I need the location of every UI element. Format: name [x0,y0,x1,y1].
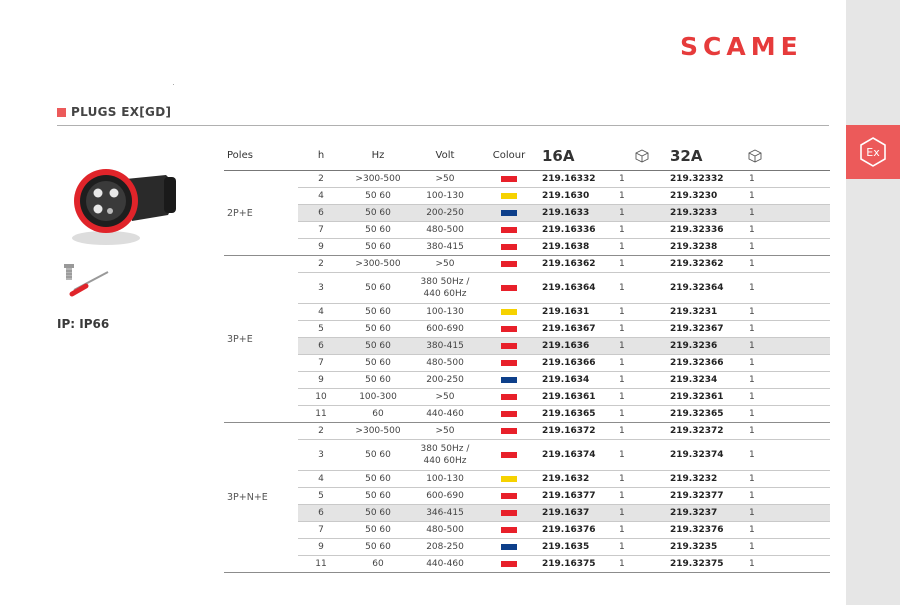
cell-colour [478,338,540,355]
cell-code-16a: 219.1635 [540,539,616,556]
cell-volt: 480-500 [412,222,478,239]
plug-spec-table [224,141,830,573]
cell-qty-32a: 1 [746,188,830,205]
colour-swatch [501,561,517,567]
cell-colour [478,222,540,239]
colour-swatch [501,428,517,434]
table-row [224,222,830,239]
cell-qty-32a: 1 [746,522,830,539]
cell-volt: 600-690 [412,321,478,338]
cell-code-16a: 219.16377 [540,488,616,505]
cell-code-32a: 219.3231 [668,304,746,321]
cell-qty-16a: 1 [616,539,668,556]
header-colour: Colour [478,141,540,171]
cell-volt: 208-250 [412,539,478,556]
cell-hz: 60 [344,406,412,423]
table-header-row [224,141,830,171]
cell-qty-32a: 1 [746,406,830,423]
colour-swatch [501,493,517,499]
cell-colour [478,321,540,338]
cell-code-32a: 219.32374 [668,440,746,471]
cell-volt: 440-460 [412,556,478,573]
cell-hz: 50 60 [344,372,412,389]
colour-swatch [501,285,517,291]
table-row [224,406,830,423]
cell-qty-16a: 1 [616,355,668,372]
cell-colour [478,406,540,423]
cell-h: 11 [298,556,344,573]
cell-hz: 50 60 [344,188,412,205]
cell-qty-16a: 1 [616,372,668,389]
table-row [224,423,830,440]
cell-h: 10 [298,389,344,406]
cell-h: 3 [298,440,344,471]
cell-qty-16a: 1 [616,522,668,539]
cell-qty-32a: 1 [746,556,830,573]
cell-hz: 50 60 [344,304,412,321]
table-row [224,273,830,304]
cell-qty-16a: 1 [616,321,668,338]
brand-logo-text: SCAME [680,34,803,58]
cell-qty-16a: 1 [616,440,668,471]
ex-tab[interactable] [846,125,900,179]
section-title-text: PLUGS EX[GD] [71,105,172,119]
brand-logo[interactable] [680,34,830,62]
cell-hz: 50 60 [344,355,412,372]
cell-h: 2 [298,171,344,188]
cell-hz: 50 60 [344,321,412,338]
cell-colour [478,304,540,321]
cell-qty-32a: 1 [746,423,830,440]
cell-h: 6 [298,505,344,522]
cell-hz: 50 60 [344,539,412,556]
cell-hz: >300-500 [344,256,412,273]
cell-colour [478,539,540,556]
cell-qty-32a: 1 [746,372,830,389]
cell-h: 7 [298,522,344,539]
table-row [224,355,830,372]
cell-colour [478,256,540,273]
cell-volt: >50 [412,171,478,188]
cell-code-16a: 219.1630 [540,188,616,205]
colour-swatch [501,176,517,182]
cell-qty-32a: 1 [746,338,830,355]
cell-volt: 380 50Hz / 440 60Hz [412,273,478,304]
cell-code-32a: 219.32364 [668,273,746,304]
cell-h: 5 [298,321,344,338]
colour-swatch [501,411,517,417]
cell-hz: 50 60 [344,222,412,239]
cell-hz: 50 60 [344,488,412,505]
table-row [224,256,830,273]
colour-swatch [501,261,517,267]
table-row [224,171,830,188]
cell-hz: 50 60 [344,239,412,256]
cell-code-16a: 219.16364 [540,273,616,304]
cell-colour [478,440,540,471]
poles-group-label: 2P+E [224,171,298,256]
cell-h: 5 [298,488,344,505]
cell-h: 4 [298,304,344,321]
table-row [224,188,830,205]
colour-swatch [501,343,517,349]
stray-dot [173,84,174,85]
cell-code-32a: 219.3233 [668,205,746,222]
header-pack-32a [746,141,830,171]
cell-volt: 100-130 [412,304,478,321]
cell-colour [478,188,540,205]
cell-qty-32a: 1 [746,389,830,406]
cell-colour [478,505,540,522]
cell-code-32a: 219.3237 [668,505,746,522]
cell-code-16a: 219.16366 [540,355,616,372]
cell-volt: 200-250 [412,205,478,222]
cell-colour [478,423,540,440]
cell-code-16a: 219.1637 [540,505,616,522]
cell-volt: 200-250 [412,372,478,389]
cell-qty-32a: 1 [746,239,830,256]
cell-volt: 600-690 [412,488,478,505]
cell-h: 4 [298,188,344,205]
cell-qty-16a: 1 [616,222,668,239]
header-h: h [298,141,344,171]
cell-code-32a: 219.32377 [668,488,746,505]
cell-hz: 50 60 [344,338,412,355]
cell-qty-16a: 1 [616,389,668,406]
cell-qty-32a: 1 [746,539,830,556]
cell-code-16a: 219.16365 [540,406,616,423]
header-hz: Hz [344,141,412,171]
cell-qty-16a: 1 [616,488,668,505]
header-32a: 32A [668,141,746,171]
cell-volt: 346-415 [412,505,478,522]
section-marker [57,108,66,117]
table-row [224,304,830,321]
cell-qty-32a: 1 [746,488,830,505]
cell-hz: 50 60 [344,505,412,522]
cell-hz: 50 60 [344,471,412,488]
colour-swatch [501,193,517,199]
box-icon [635,149,649,163]
table-row [224,205,830,222]
cell-volt: 100-130 [412,188,478,205]
cell-colour [478,355,540,372]
cell-code-16a: 219.1631 [540,304,616,321]
table-row [224,488,830,505]
colour-swatch [501,527,517,533]
cell-hz: 50 60 [344,273,412,304]
colour-swatch [501,326,517,332]
cell-code-32a: 219.32367 [668,321,746,338]
cell-code-32a: 219.32376 [668,522,746,539]
cell-h: 7 [298,222,344,239]
colour-swatch [501,244,517,250]
cell-h: 4 [298,471,344,488]
cell-code-32a: 219.32372 [668,423,746,440]
table-row [224,239,830,256]
poles-group-label: 3P+N+E [224,423,298,573]
cell-code-32a: 219.32375 [668,556,746,573]
cell-qty-16a: 1 [616,188,668,205]
cell-code-16a: 219.16374 [540,440,616,471]
cell-colour [478,556,540,573]
cell-volt: >50 [412,256,478,273]
cell-qty-16a: 1 [616,556,668,573]
table-row [224,372,830,389]
cell-code-16a: 219.16336 [540,222,616,239]
section-divider [57,125,829,126]
cell-h: 2 [298,423,344,440]
cell-qty-32a: 1 [746,171,830,188]
cell-h: 9 [298,239,344,256]
cell-h: 9 [298,372,344,389]
ex-tab-label: Ex [866,146,880,159]
colour-swatch [501,377,517,383]
cell-qty-32a: 1 [746,505,830,522]
cell-hz: 50 60 [344,205,412,222]
table-row [224,539,830,556]
cell-volt: 380-415 [412,338,478,355]
cell-colour [478,389,540,406]
cell-qty-16a: 1 [616,505,668,522]
cell-h: 9 [298,539,344,556]
cell-qty-32a: 1 [746,256,830,273]
cell-hz: 50 60 [344,522,412,539]
table-row [224,505,830,522]
cell-h: 11 [298,406,344,423]
colour-swatch [501,476,517,482]
cell-qty-16a: 1 [616,205,668,222]
cell-volt: 100-130 [412,471,478,488]
cell-colour [478,471,540,488]
cell-colour [478,171,540,188]
cell-qty-32a: 1 [746,205,830,222]
header-poles: Poles [224,141,298,171]
cell-volt: >50 [412,423,478,440]
cell-qty-32a: 1 [746,471,830,488]
plug-product-image [66,163,186,253]
cell-h: 3 [298,273,344,304]
cell-hz: >300-500 [344,171,412,188]
section-heading [57,105,171,119]
right-sidebar [846,0,900,605]
table-row [224,556,830,573]
cell-code-16a: 219.1632 [540,471,616,488]
ex-icon [857,136,889,168]
header-16a: 16A [540,141,616,171]
cell-volt: 380-415 [412,239,478,256]
screw-terminal-icon [60,260,116,302]
cell-code-16a: 219.1634 [540,372,616,389]
colour-swatch [501,544,517,550]
cell-volt: >50 [412,389,478,406]
cell-code-16a: 219.1636 [540,338,616,355]
cell-qty-16a: 1 [616,471,668,488]
cell-code-32a: 219.3238 [668,239,746,256]
header-pack-16a [616,141,668,171]
cell-hz: 50 60 [344,440,412,471]
cell-qty-32a: 1 [746,355,830,372]
cell-code-16a: 219.1638 [540,239,616,256]
cell-code-16a: 219.16332 [540,171,616,188]
table-row [224,321,830,338]
box-icon [748,149,762,163]
header-volt: Volt [412,141,478,171]
cell-code-16a: 219.16376 [540,522,616,539]
cell-code-16a: 219.16375 [540,556,616,573]
table-row [224,471,830,488]
cell-h: 7 [298,355,344,372]
table-row [224,522,830,539]
cell-colour [478,273,540,304]
cell-qty-32a: 1 [746,321,830,338]
cell-h: 6 [298,205,344,222]
cell-code-32a: 219.32336 [668,222,746,239]
cell-colour [478,239,540,256]
cell-h: 2 [298,256,344,273]
cell-qty-16a: 1 [616,304,668,321]
cell-volt: 480-500 [412,355,478,372]
colour-swatch [501,227,517,233]
table-row [224,338,830,355]
cell-code-32a: 219.3232 [668,471,746,488]
cell-code-32a: 219.32332 [668,171,746,188]
colour-swatch [501,452,517,458]
cell-code-16a: 219.16361 [540,389,616,406]
cell-code-32a: 219.32361 [668,389,746,406]
ip-rating: IP: IP66 [57,317,110,331]
cell-code-16a: 219.1633 [540,205,616,222]
cell-code-32a: 219.32366 [668,355,746,372]
cell-colour [478,372,540,389]
colour-swatch [501,210,517,216]
cell-colour [478,522,540,539]
poles-group-label: 3P+E [224,256,298,423]
cell-volt: 440-460 [412,406,478,423]
cell-qty-16a: 1 [616,171,668,188]
cell-code-32a: 219.3234 [668,372,746,389]
cell-qty-16a: 1 [616,273,668,304]
cell-code-32a: 219.3235 [668,539,746,556]
cell-code-16a: 219.16372 [540,423,616,440]
cell-code-32a: 219.32362 [668,256,746,273]
cell-qty-16a: 1 [616,406,668,423]
cell-qty-16a: 1 [616,423,668,440]
cell-code-32a: 219.32365 [668,406,746,423]
cell-code-16a: 219.16367 [540,321,616,338]
table-row [224,389,830,406]
cell-qty-32a: 1 [746,440,830,471]
cell-hz: 100-300 [344,389,412,406]
cell-qty-16a: 1 [616,256,668,273]
cell-code-32a: 219.3236 [668,338,746,355]
table-row [224,440,830,471]
cell-volt: 480-500 [412,522,478,539]
colour-swatch [501,360,517,366]
cell-code-32a: 219.3230 [668,188,746,205]
colour-swatch [501,510,517,516]
cell-qty-32a: 1 [746,222,830,239]
cell-code-16a: 219.16362 [540,256,616,273]
cell-qty-16a: 1 [616,239,668,256]
cell-qty-32a: 1 [746,304,830,321]
colour-swatch [501,309,517,315]
colour-swatch [501,394,517,400]
cell-h: 6 [298,338,344,355]
cell-volt: 380 50Hz / 440 60Hz [412,440,478,471]
cell-hz: >300-500 [344,423,412,440]
cell-hz: 60 [344,556,412,573]
cell-qty-32a: 1 [746,273,830,304]
cell-colour [478,488,540,505]
cell-qty-16a: 1 [616,338,668,355]
cell-colour [478,205,540,222]
